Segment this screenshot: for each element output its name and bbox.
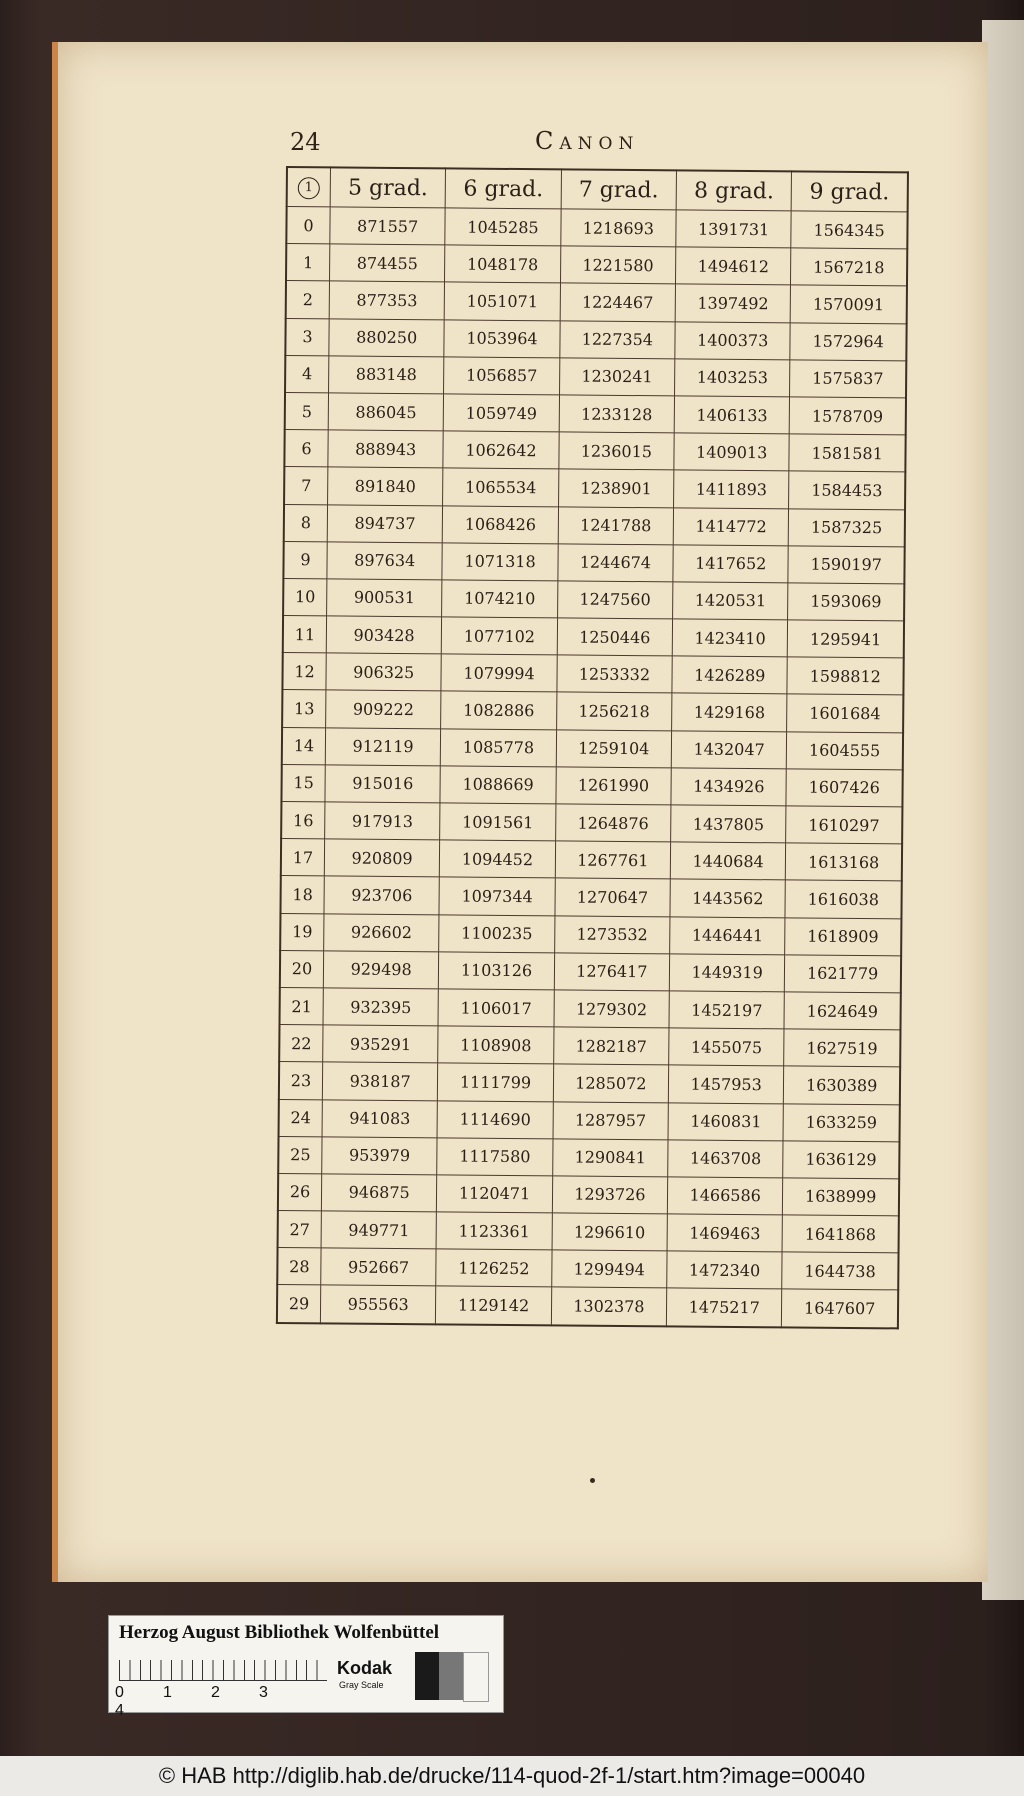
ink-dot bbox=[590, 1478, 595, 1483]
value-cell: 1045285 bbox=[445, 208, 561, 246]
row-index-cell: 15 bbox=[281, 764, 325, 802]
ruler-label: 0 bbox=[115, 1684, 124, 1701]
value-cell: 1097344 bbox=[439, 877, 555, 915]
value-cell: 1575837 bbox=[790, 360, 906, 398]
value-cell: 1071318 bbox=[442, 543, 558, 581]
kodak-logo-text: Kodak bbox=[337, 1658, 393, 1678]
value-cell: 1048178 bbox=[445, 245, 561, 283]
value-cell: 1624649 bbox=[784, 992, 900, 1030]
value-cell: 1129142 bbox=[436, 1286, 552, 1325]
value-cell: 1440684 bbox=[670, 842, 786, 880]
value-cell: 1638999 bbox=[783, 1178, 899, 1216]
value-cell: 1426289 bbox=[672, 656, 788, 694]
value-cell: 1443562 bbox=[670, 879, 786, 917]
row-index-cell: 0 bbox=[286, 207, 330, 245]
value-cell: 1233128 bbox=[559, 395, 675, 433]
table-row bbox=[279, 1099, 900, 1142]
value-cell: 1230241 bbox=[559, 358, 675, 396]
table-row bbox=[284, 504, 905, 547]
table-row bbox=[285, 318, 906, 361]
value-cell: 1457953 bbox=[668, 1065, 784, 1103]
value-cell: 877353 bbox=[329, 281, 445, 319]
row-index-cell: 9 bbox=[283, 541, 327, 579]
row-index-cell: 12 bbox=[282, 653, 326, 691]
value-cell: 874455 bbox=[329, 244, 445, 282]
value-cell: 1572964 bbox=[790, 322, 906, 360]
value-cell: 1420531 bbox=[673, 582, 789, 620]
value-cell: 1224467 bbox=[560, 283, 676, 321]
value-cell: 1273532 bbox=[554, 915, 670, 953]
value-cell: 1644738 bbox=[782, 1252, 898, 1290]
table-row bbox=[284, 467, 905, 510]
table-row bbox=[280, 950, 901, 993]
value-cell: 1613168 bbox=[786, 843, 902, 881]
table-row bbox=[281, 801, 902, 844]
value-cell: 1117580 bbox=[437, 1138, 553, 1176]
table-row bbox=[278, 1173, 899, 1216]
table-row bbox=[281, 764, 902, 807]
ruler-label: 4 bbox=[115, 1702, 124, 1719]
value-cell: 1227354 bbox=[560, 320, 676, 358]
row-index-cell: 25 bbox=[278, 1136, 322, 1174]
row-index-cell: 4 bbox=[285, 355, 329, 393]
value-cell: 891840 bbox=[328, 467, 444, 505]
color-calibration-bar bbox=[108, 1615, 504, 1719]
ruler-labels bbox=[115, 1684, 345, 1720]
value-cell: 1463708 bbox=[668, 1140, 784, 1178]
row-index-cell: 18 bbox=[280, 876, 324, 914]
value-cell: 1417652 bbox=[673, 545, 789, 583]
gray-swatch-mid bbox=[439, 1652, 463, 1700]
value-cell: 883148 bbox=[329, 356, 445, 394]
table-row bbox=[280, 876, 901, 919]
gray-swatch-light bbox=[463, 1652, 489, 1702]
value-cell: 1423410 bbox=[672, 619, 788, 657]
value-cell: 1267761 bbox=[555, 841, 671, 879]
value-cell: 1567218 bbox=[791, 248, 907, 286]
table-row bbox=[283, 541, 904, 584]
value-cell: 1475217 bbox=[666, 1288, 782, 1327]
value-cell: 1238901 bbox=[558, 469, 674, 507]
table-row bbox=[280, 987, 901, 1030]
value-cell: 1452197 bbox=[669, 991, 785, 1029]
value-cell: 1578709 bbox=[790, 397, 906, 435]
value-cell: 1247560 bbox=[557, 581, 673, 619]
row-index-cell: 10 bbox=[283, 578, 327, 616]
value-cell: 1088669 bbox=[440, 766, 556, 804]
value-cell: 1466586 bbox=[667, 1177, 783, 1215]
value-cell: 1111799 bbox=[438, 1063, 554, 1101]
row-index-cell: 23 bbox=[279, 1062, 323, 1100]
value-cell: 1494612 bbox=[676, 247, 792, 285]
value-cell: 1437805 bbox=[671, 805, 787, 843]
value-cell: 955563 bbox=[320, 1285, 436, 1324]
value-cell: 1630389 bbox=[784, 1066, 900, 1104]
value-cell: 1082886 bbox=[441, 691, 557, 729]
value-cell: 1414772 bbox=[673, 507, 789, 545]
value-cell: 1472340 bbox=[667, 1251, 783, 1289]
value-cell: 888943 bbox=[328, 430, 444, 468]
row-index-cell: 22 bbox=[279, 1025, 323, 1063]
value-cell: 1584453 bbox=[789, 471, 905, 509]
table-row bbox=[284, 430, 905, 473]
value-cell: 1053964 bbox=[444, 319, 560, 357]
value-cell: 1218693 bbox=[560, 209, 676, 247]
value-cell: 1279302 bbox=[554, 990, 670, 1028]
value-cell: 953979 bbox=[322, 1137, 438, 1175]
table-row bbox=[277, 1285, 898, 1328]
column-header: 7 grad. bbox=[561, 169, 677, 210]
value-cell: 1241788 bbox=[558, 506, 674, 544]
gray-scale-label: Gray Scale bbox=[339, 1680, 384, 1690]
table-row bbox=[278, 1136, 899, 1179]
row-index-cell: 1 bbox=[286, 244, 330, 282]
table-row bbox=[280, 913, 901, 956]
copyright-url: © HAB http://diglib.hab.de/drucke/114-quod-2f-1/start.htm?image=00040 bbox=[158, 1763, 866, 1788]
value-cell: 1244674 bbox=[558, 544, 674, 582]
value-cell: 1256218 bbox=[556, 692, 672, 730]
value-cell: 1598812 bbox=[787, 657, 903, 695]
value-cell: 946875 bbox=[321, 1174, 437, 1212]
value-cell: 1059749 bbox=[444, 394, 560, 432]
value-cell: 1604555 bbox=[787, 732, 903, 770]
value-cell: 1581581 bbox=[789, 434, 905, 472]
table-row bbox=[285, 392, 906, 435]
gray-swatch-dark bbox=[415, 1652, 439, 1700]
table-body bbox=[277, 207, 908, 1329]
row-index-cell: 5 bbox=[285, 392, 329, 430]
value-cell: 1607426 bbox=[786, 769, 902, 807]
corner-symbol-cell bbox=[287, 167, 331, 207]
value-cell: 1295941 bbox=[788, 620, 904, 658]
value-cell: 923706 bbox=[324, 876, 440, 914]
value-cell: 1051071 bbox=[445, 282, 561, 320]
value-cell: 941083 bbox=[322, 1099, 438, 1137]
running-head: Canon bbox=[535, 127, 640, 155]
value-cell: 1409013 bbox=[674, 433, 790, 471]
value-cell: 1094452 bbox=[440, 840, 556, 878]
row-index-cell: 21 bbox=[280, 987, 324, 1025]
value-cell: 1106017 bbox=[438, 989, 554, 1027]
table-row bbox=[285, 355, 906, 398]
value-cell: 1621779 bbox=[785, 955, 901, 993]
value-cell: 912119 bbox=[325, 727, 441, 765]
row-index-cell: 29 bbox=[277, 1285, 321, 1323]
value-cell: 1590197 bbox=[788, 546, 904, 584]
value-cell: 1221580 bbox=[560, 246, 676, 284]
value-cell: 909222 bbox=[326, 690, 442, 728]
value-cell: 1432047 bbox=[671, 731, 787, 769]
value-cell: 1460831 bbox=[668, 1102, 784, 1140]
row-index-cell: 20 bbox=[280, 950, 324, 988]
value-cell: 949771 bbox=[321, 1211, 437, 1249]
table-row bbox=[279, 1062, 900, 1105]
canon-table bbox=[276, 166, 909, 1329]
row-index-cell: 8 bbox=[284, 504, 328, 542]
value-cell: 1264876 bbox=[555, 804, 671, 842]
value-cell: 1123361 bbox=[436, 1212, 552, 1250]
row-index-cell: 7 bbox=[284, 467, 328, 505]
adjacent-page-edge bbox=[982, 20, 1024, 1600]
value-cell: 1570091 bbox=[791, 285, 907, 323]
value-cell: 1079994 bbox=[441, 654, 557, 692]
value-cell: 1593069 bbox=[788, 583, 904, 621]
library-name: Herzog August Bibliothek Wolfenbüttel bbox=[119, 1622, 440, 1643]
table-row bbox=[281, 839, 902, 882]
value-cell: 1126252 bbox=[436, 1249, 552, 1287]
value-cell: 1091561 bbox=[440, 803, 556, 841]
row-index-cell: 24 bbox=[279, 1099, 323, 1137]
table-row bbox=[286, 244, 907, 287]
column-header: 5 grad. bbox=[330, 167, 446, 208]
ruler-label: 1 bbox=[163, 1684, 172, 1701]
value-cell: 1261990 bbox=[556, 767, 672, 805]
value-cell: 1114690 bbox=[437, 1100, 553, 1138]
row-index-cell: 27 bbox=[278, 1211, 322, 1249]
value-cell: 935291 bbox=[323, 1025, 439, 1063]
value-cell: 1299494 bbox=[551, 1250, 667, 1288]
value-cell: 1236015 bbox=[559, 432, 675, 470]
table-header-row bbox=[287, 167, 908, 212]
value-cell: 1285072 bbox=[553, 1064, 669, 1102]
value-cell: 1647607 bbox=[782, 1289, 898, 1328]
value-cell: 1287957 bbox=[553, 1101, 669, 1139]
value-cell: 1400373 bbox=[675, 321, 791, 359]
value-cell: 926602 bbox=[324, 913, 440, 951]
value-cell: 906325 bbox=[326, 653, 442, 691]
value-cell: 1587325 bbox=[789, 508, 905, 546]
value-cell: 1253332 bbox=[557, 655, 673, 693]
value-cell: 1108908 bbox=[438, 1026, 554, 1064]
row-index-cell: 2 bbox=[286, 281, 330, 319]
value-cell: 880250 bbox=[329, 318, 445, 356]
value-cell: 1391731 bbox=[676, 210, 792, 248]
value-cell: 1403253 bbox=[675, 359, 791, 397]
value-cell: 932395 bbox=[323, 988, 439, 1026]
row-index-cell: 17 bbox=[281, 839, 325, 877]
value-cell: 1065534 bbox=[443, 468, 559, 506]
value-cell: 871557 bbox=[330, 207, 446, 245]
table-row bbox=[283, 578, 904, 621]
column-header: 6 grad. bbox=[445, 168, 561, 209]
row-index-cell: 16 bbox=[281, 801, 325, 839]
value-cell: 1103126 bbox=[439, 952, 555, 990]
value-cell: 1293726 bbox=[552, 1176, 668, 1214]
value-cell: 1455075 bbox=[669, 1028, 785, 1066]
value-cell: 1610297 bbox=[786, 806, 902, 844]
value-cell: 1250446 bbox=[557, 618, 673, 656]
value-cell: 1636129 bbox=[783, 1141, 899, 1179]
value-cell: 1446441 bbox=[670, 916, 786, 954]
value-cell: 900531 bbox=[327, 579, 443, 617]
value-cell: 1627519 bbox=[784, 1029, 900, 1067]
value-cell: 938187 bbox=[322, 1062, 438, 1100]
value-cell: 1411893 bbox=[674, 470, 790, 508]
value-cell: 1449319 bbox=[669, 954, 785, 992]
value-cell: 1290841 bbox=[552, 1139, 668, 1177]
value-cell: 1120471 bbox=[437, 1175, 553, 1213]
table-row bbox=[283, 616, 904, 659]
column-header: 9 grad. bbox=[792, 171, 908, 212]
footer-bar bbox=[0, 1756, 1024, 1796]
value-cell: 1302378 bbox=[551, 1287, 667, 1326]
value-cell: 1601684 bbox=[787, 694, 903, 732]
table-row bbox=[279, 1025, 900, 1068]
value-cell: 1397492 bbox=[675, 284, 791, 322]
page-number: 24 bbox=[290, 128, 321, 156]
value-cell: 1296610 bbox=[552, 1213, 668, 1251]
value-cell: 897634 bbox=[327, 542, 443, 580]
table-row bbox=[286, 207, 907, 250]
value-cell: 1633259 bbox=[783, 1103, 899, 1141]
circled-number-symbol: 1 bbox=[298, 177, 320, 199]
row-index-cell: 13 bbox=[282, 690, 326, 728]
value-cell: 952667 bbox=[321, 1248, 437, 1286]
column-header: 8 grad. bbox=[676, 170, 792, 211]
value-cell: 894737 bbox=[327, 504, 443, 542]
row-index-cell: 28 bbox=[277, 1248, 321, 1286]
table-row bbox=[286, 281, 907, 324]
value-cell: 1276417 bbox=[554, 953, 670, 991]
value-cell: 1259104 bbox=[556, 730, 672, 768]
value-cell: 1406133 bbox=[674, 396, 790, 434]
value-cell: 1282187 bbox=[553, 1027, 669, 1065]
value-cell: 929498 bbox=[323, 951, 439, 989]
value-cell: 1434926 bbox=[671, 768, 787, 806]
row-index-cell: 11 bbox=[283, 616, 327, 654]
value-cell: 1641868 bbox=[782, 1215, 898, 1253]
value-cell: 917913 bbox=[325, 802, 441, 840]
value-cell: 1564345 bbox=[791, 211, 907, 249]
value-cell: 1469463 bbox=[667, 1214, 783, 1252]
value-cell: 1618909 bbox=[785, 917, 901, 955]
value-cell: 1074210 bbox=[442, 580, 558, 618]
value-cell: 915016 bbox=[325, 765, 441, 803]
table-row bbox=[278, 1211, 899, 1254]
value-cell: 1077102 bbox=[442, 617, 558, 655]
table-row bbox=[277, 1248, 898, 1291]
ruler-label: 3 bbox=[259, 1684, 268, 1701]
value-cell: 1068426 bbox=[443, 505, 559, 543]
row-index-cell: 19 bbox=[280, 913, 324, 951]
value-cell: 1085778 bbox=[441, 728, 557, 766]
row-index-cell: 26 bbox=[278, 1173, 322, 1211]
value-cell: 1062642 bbox=[443, 431, 559, 469]
value-cell: 1429168 bbox=[672, 693, 788, 731]
row-index-cell: 6 bbox=[284, 430, 328, 468]
value-cell: 920809 bbox=[324, 839, 440, 877]
ruler-label: 2 bbox=[211, 1684, 220, 1701]
value-cell: 1270647 bbox=[555, 878, 671, 916]
value-cell: 1616038 bbox=[785, 880, 901, 918]
value-cell: 903428 bbox=[326, 616, 442, 654]
value-cell: 886045 bbox=[328, 393, 444, 431]
table-row bbox=[282, 653, 903, 696]
row-index-cell: 14 bbox=[282, 727, 326, 765]
canon-table-wrapper bbox=[276, 166, 909, 1329]
row-index-cell: 3 bbox=[285, 318, 329, 356]
value-cell: 1056857 bbox=[444, 357, 560, 395]
value-cell: 1100235 bbox=[439, 914, 555, 952]
ruler-scale bbox=[119, 1660, 327, 1681]
table-row bbox=[282, 690, 903, 733]
table-row bbox=[282, 727, 903, 770]
